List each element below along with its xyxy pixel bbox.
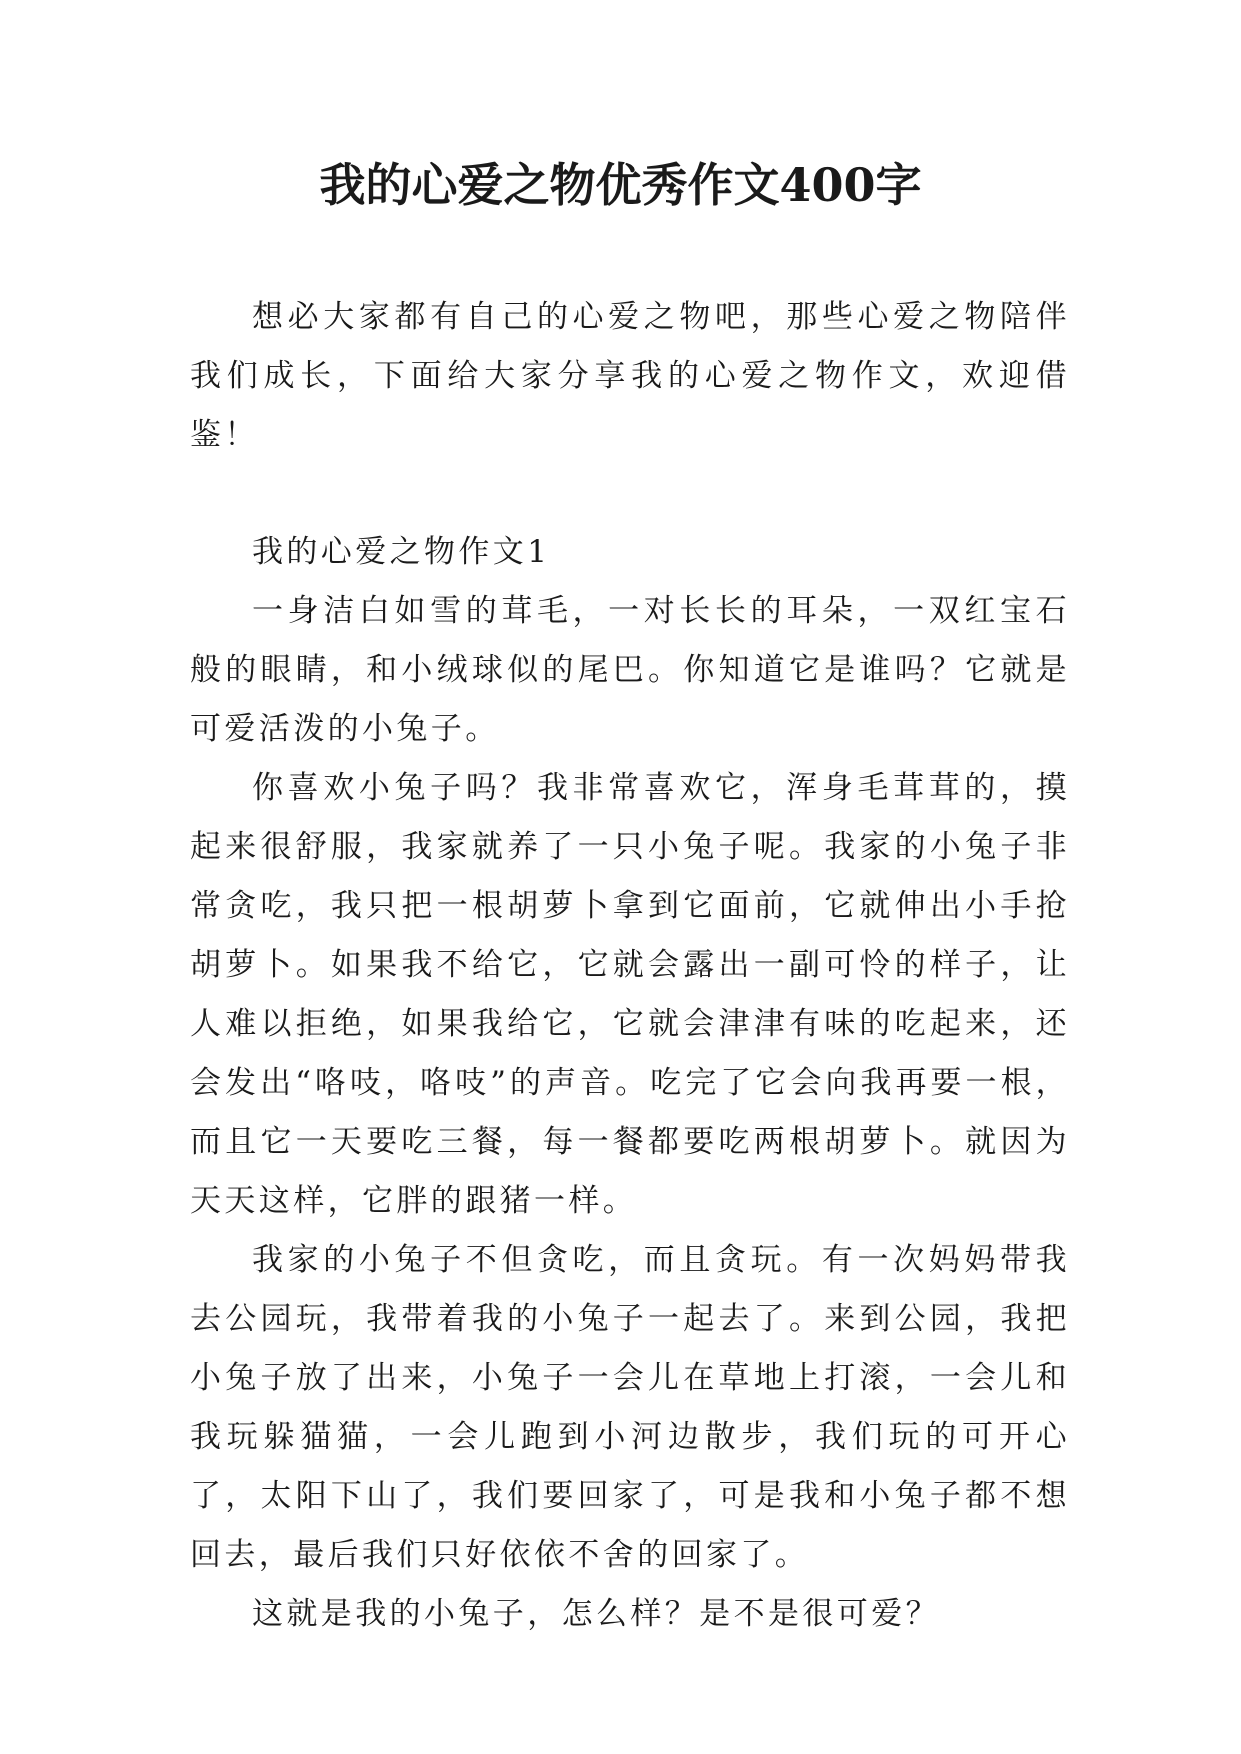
document-body	[190, 288, 1070, 1644]
essay-paragraph-4: 这就是我的小兔子，怎么样？是不是很可爱？	[252, 1596, 940, 1632]
essay-heading: 我的心爱之物作文1	[252, 534, 551, 570]
essay-paragraph-2: 你喜欢小兔子吗？我非常喜欢它，浑身毛茸茸的，摸起来很舒服，我家就养了一只小兔子呢。我家的小兔子非常贪吃，我只把一根胡萝卜拿到它面前，它就伸出小手抢胡萝卜。如果我不给它，它就会露出一副可怜的样子，让人难以拒绝，如果我给它，它就会津津有味的吃起来，还会发出“咯吱，咯吱”的声音。吃完了它会向我再要一根，而且它一天要吃三餐，每一餐都要吃两根胡萝卜。就因为天天这样，它胖的跟猪一样。	[190, 770, 1070, 1219]
section-spacer	[190, 465, 1070, 523]
essay-paragraph-1: 一身洁白如雪的茸毛，一对长长的耳朵，一双红宝石般的眼睛，和小绒球似的尾巴。你知道它是谁吗？它就是可爱活泼的小兔子。	[190, 593, 1070, 747]
essay-paragraph-3: 我家的小兔子不但贪吃，而且贪玩。有一次妈妈带我去公园玩，我带着我的小兔子一起去了。来到公园，我把小兔子放了出来，小兔子一会儿在草地上打滚，一会儿和我玩躲猫猫，一会儿跑到小河边散步，我们玩的可开心了，太阳下山了，我们要回家了，可是我和小兔子都不想回去，最后我们只好依依不舍的回家了。	[190, 1242, 1070, 1573]
document-title: 我的心爱之物优秀作文400字	[319, 158, 922, 212]
intro-paragraph: 想必大家都有自己的心爱之物吧，那些心爱之物陪伴我们成长，下面给大家分享我的心爱之物作文，欢迎借鉴！	[190, 299, 1070, 453]
